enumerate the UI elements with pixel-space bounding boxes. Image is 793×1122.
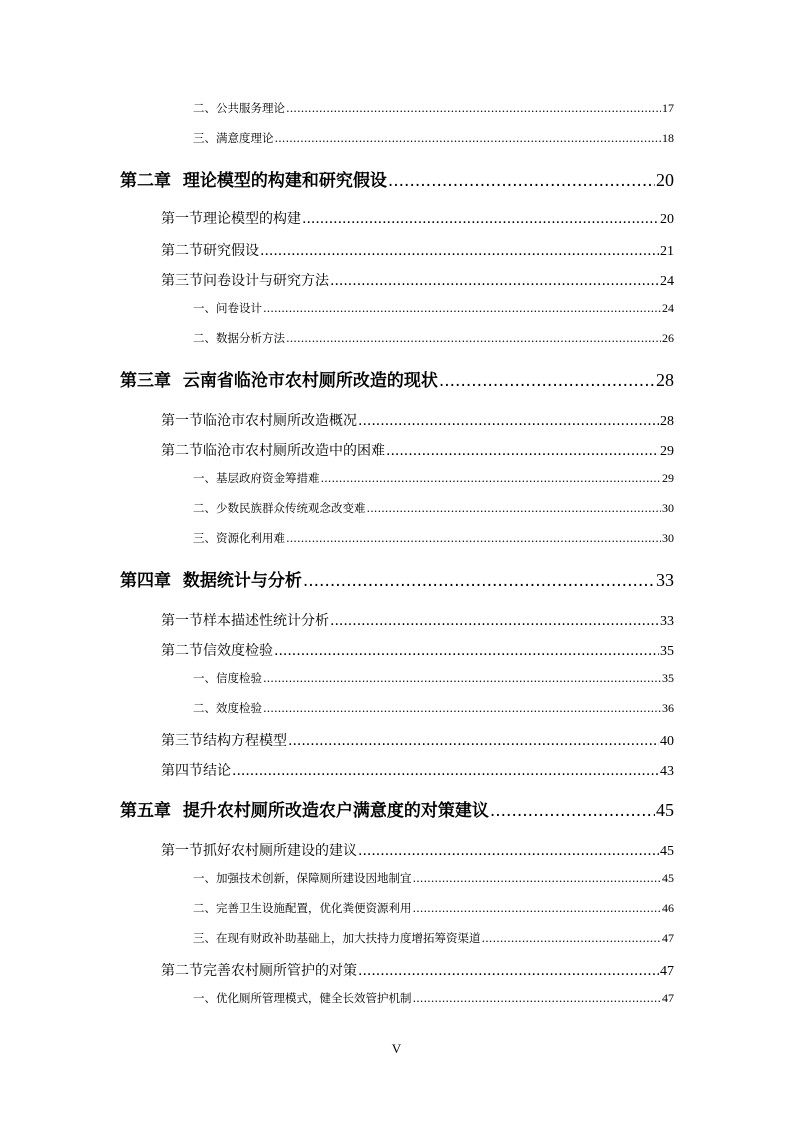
toc-page-number: 30	[662, 501, 674, 515]
toc-entry-title: 二、效度检验	[193, 701, 262, 715]
toc-subsection-entry[interactable]	[193, 500, 674, 516]
toc-entry-title: 结论	[203, 763, 231, 779]
toc-leader-dots	[232, 763, 659, 779]
toc-leader-dots	[275, 131, 662, 145]
toc-subsection-entry[interactable]	[193, 300, 674, 316]
toc-page-number: 35	[660, 644, 674, 659]
toc-leader-dots	[330, 613, 659, 629]
toc-subsection-entry[interactable]	[193, 870, 674, 886]
toc-entry-title: 二、完善卫生设施配置，优化粪便资源利用	[193, 901, 412, 915]
toc-section-entry[interactable]	[161, 410, 674, 430]
toc-page-number: 47	[662, 991, 674, 1005]
toc-page-number: 43	[660, 764, 674, 779]
toc-leader-dots	[288, 733, 659, 749]
toc-subsection-entry[interactable]	[193, 130, 674, 146]
toc-section-entry[interactable]	[161, 840, 674, 860]
toc-entry-title: 二、公共服务理论	[193, 101, 285, 115]
toc-page-number: 30	[662, 531, 674, 545]
toc-entry-title: 完善农村厕所管护的对策	[203, 963, 357, 979]
toc-subsection-entry[interactable]	[193, 330, 674, 346]
toc-page-number: 47	[662, 931, 674, 945]
toc-page-number: 33	[656, 570, 674, 590]
toc-leader-dots	[286, 331, 661, 345]
toc-leader-dots	[413, 991, 662, 1005]
toc-page-number: 45	[660, 844, 674, 859]
toc-leader-dots	[413, 871, 662, 885]
toc-entry-title: 临沧市农村厕所改造中的困难	[203, 443, 385, 459]
toc-chapter-entry[interactable]	[120, 166, 674, 191]
toc-chapter-entry[interactable]	[120, 796, 674, 821]
toc-page-number: 47	[660, 964, 674, 979]
toc-entry-title: 研究假设	[203, 243, 259, 259]
toc-entry-title: 信效度检验	[203, 643, 273, 659]
toc-entry-title: 一、基层政府资金筹措难	[193, 471, 320, 485]
toc-section-number: 第三节	[161, 273, 203, 289]
toc-leader-dots	[286, 531, 661, 545]
toc-section-entry[interactable]	[161, 208, 674, 228]
toc-page-number: 45	[656, 800, 674, 820]
toc-leader-dots	[263, 671, 661, 685]
toc-leader-dots	[482, 931, 662, 945]
toc-section-number: 第三节	[161, 733, 203, 749]
toc-page-number: 35	[662, 671, 674, 685]
toc-page-number: 21	[660, 244, 674, 259]
toc-page-number: 24	[660, 274, 674, 289]
toc-leader-dots	[286, 101, 661, 115]
toc-section-entry[interactable]	[161, 960, 674, 980]
toc-page-number: 29	[660, 444, 674, 459]
toc-leader-dots	[358, 843, 659, 859]
toc-section-number: 第二节	[161, 443, 203, 459]
toc-leader-dots	[263, 701, 661, 715]
toc-section-entry[interactable]	[161, 760, 674, 780]
toc-section-entry[interactable]	[161, 610, 674, 630]
toc-leader-dots	[302, 211, 659, 227]
toc-section-number: 第一节	[161, 613, 203, 629]
toc-entry-title: 第四章 数据统计与分析	[120, 571, 302, 591]
toc-leader-dots	[367, 501, 662, 515]
toc-section-number: 第一节	[161, 211, 203, 227]
toc-leader-dots	[260, 243, 659, 259]
toc-section-number: 第一节	[161, 413, 203, 429]
toc-leader-dots	[386, 443, 659, 459]
toc-leader-dots	[321, 471, 662, 485]
toc-entry-title: 第二章 理论模型的构建和研究假设	[120, 171, 387, 191]
toc-entry-title: 样本描述性统计分析	[203, 613, 329, 629]
toc-entry-title: 二、少数民族群众传统观念改变难	[193, 501, 366, 515]
toc-leader-dots	[388, 171, 655, 191]
toc-section-number: 第二节	[161, 963, 203, 979]
toc-page-number: 40	[660, 734, 674, 749]
toc-subsection-entry[interactable]	[193, 700, 674, 716]
toc-page-number: 20	[656, 170, 674, 190]
toc-page-number: 46	[662, 901, 674, 915]
toc-page-number: 29	[662, 471, 674, 485]
toc-section-entry[interactable]	[161, 270, 674, 290]
toc-section-number: 第二节	[161, 243, 203, 259]
toc-leader-dots	[303, 571, 655, 591]
toc-entry-title: 一、优化厕所管理模式，健全长效管护机制	[193, 991, 412, 1005]
toc-entry-title: 问卷设计与研究方法	[203, 273, 329, 289]
toc-entry-title: 二、数据分析方法	[193, 331, 285, 345]
toc-entry-title: 三、满意度理论	[193, 131, 274, 145]
toc-entry-title: 三、资源化利用难	[193, 531, 285, 545]
toc-section-entry[interactable]	[161, 240, 674, 260]
toc-entry-title: 第五章 提升农村厕所改造农户满意度的对策建议	[120, 801, 489, 821]
toc-page-number: 24	[662, 301, 674, 315]
toc-subsection-entry[interactable]	[193, 990, 674, 1006]
toc-leader-dots	[439, 371, 655, 391]
toc-page-number: 28	[660, 414, 674, 429]
toc-subsection-entry[interactable]	[193, 100, 674, 116]
toc-subsection-entry[interactable]	[193, 930, 674, 946]
toc-chapter-entry[interactable]	[120, 566, 674, 591]
toc-page-number: 36	[662, 701, 674, 715]
toc-entry-title: 抓好农村厕所建设的建议	[203, 843, 357, 859]
toc-entry-title: 一、信度检验	[193, 671, 262, 685]
toc-section-entry[interactable]	[161, 730, 674, 750]
toc-section-number: 第四节	[161, 763, 203, 779]
toc-page-number: 45	[662, 871, 674, 885]
toc-entry-title: 第三章 云南省临沧市农村厕所改造的现状	[120, 371, 438, 391]
toc-section-entry[interactable]	[161, 640, 674, 660]
toc-entry-title: 一、问卷设计	[193, 301, 262, 315]
toc-entry-title: 理论模型的构建	[203, 211, 301, 227]
toc-chapter-entry[interactable]	[120, 366, 674, 391]
toc-entry-title: 三、在现有财政补助基础上，加大扶持力度增拓筹资渠道	[193, 931, 481, 945]
toc-leader-dots	[263, 301, 661, 315]
toc-leader-dots	[358, 413, 659, 429]
toc-page-number: 28	[656, 370, 674, 390]
toc-subsection-entry[interactable]	[193, 670, 674, 686]
toc-entry-title: 结构方程模型	[203, 733, 287, 749]
toc-entry-title: 临沧市农村厕所改造概况	[203, 413, 357, 429]
toc-subsection-entry[interactable]	[193, 900, 674, 916]
toc-leader-dots	[330, 273, 659, 289]
toc-subsection-entry[interactable]	[193, 530, 674, 546]
toc-section-number: 第一节	[161, 843, 203, 859]
toc-entry-title: 一、加强技术创新，保障厕所建设因地制宜	[193, 871, 412, 885]
toc-page-number: 20	[660, 212, 674, 227]
page-number: V	[391, 1041, 402, 1056]
toc-leader-dots	[274, 643, 659, 659]
toc-section-entry[interactable]	[161, 440, 674, 460]
toc-page-number: 26	[662, 331, 674, 345]
toc-section-number: 第二节	[161, 643, 203, 659]
toc-leader-dots	[490, 801, 655, 821]
toc-leader-dots	[413, 901, 662, 915]
toc-leader-dots	[358, 963, 659, 979]
toc-page-number: 17	[662, 101, 674, 115]
toc-page-number: 18	[662, 131, 674, 145]
toc-page-number: 33	[660, 614, 674, 629]
toc-subsection-entry[interactable]	[193, 470, 674, 486]
